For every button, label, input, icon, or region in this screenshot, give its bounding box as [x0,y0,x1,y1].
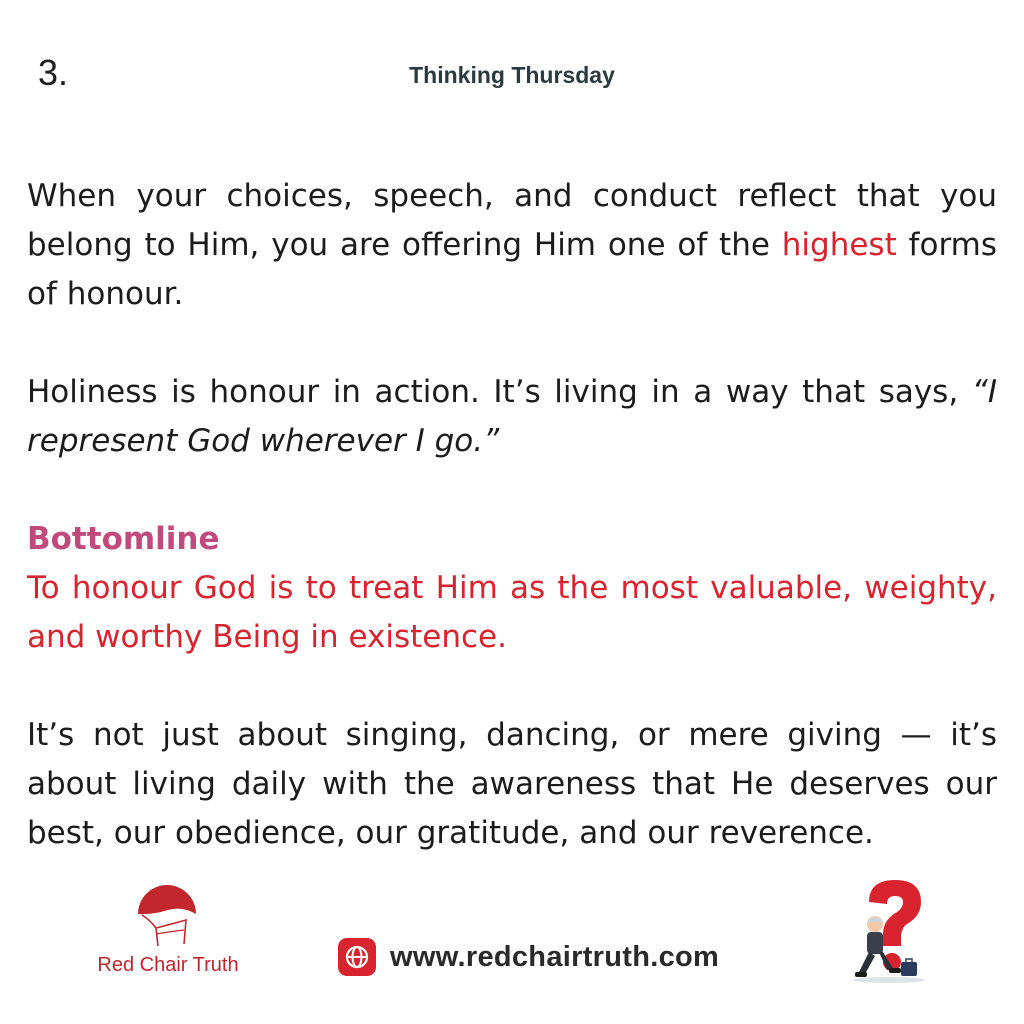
paragraph-honour [27,172,997,319]
paragraph-holiness-text: Holiness is honour in action. It’s living in a way that says, [27,374,972,410]
main-content [27,172,997,858]
thinking-man-question-mark-icon [845,872,935,984]
globe-icon [338,938,376,976]
red-chair-logo-icon [128,884,206,948]
paragraph-holiness [27,368,997,466]
bottomline-text: To honour God is to treat Him as the most valuable, weighty, and worthy Being in existence. [27,570,997,655]
brand-name: Red Chair Truth [97,954,239,976]
highlight-word: highest [781,227,897,263]
holiness-quote: “I represent God wherever I go.” [27,374,997,459]
brand-logo [76,884,260,984]
website-url[interactable]: www.redchairtruth.com [390,940,720,973]
page-number: 3. [38,52,69,93]
website-link[interactable] [338,937,719,977]
paragraph-closing: It’s not just about singing, dancing, or mere giving — it’s about living daily with the awareness that He deserves our best, our obedience, our gratitude, and our reverence. [27,717,997,851]
paragraph-honour-start: When your choices, speech, and conduct reflect that you belong to Him, you are offering Him one of the [27,178,997,263]
bottomline-heading: Bottomline [27,521,220,557]
series-title: Thinking Thursday [409,62,615,88]
paragraph-honour-end: forms of honour. [27,227,997,312]
